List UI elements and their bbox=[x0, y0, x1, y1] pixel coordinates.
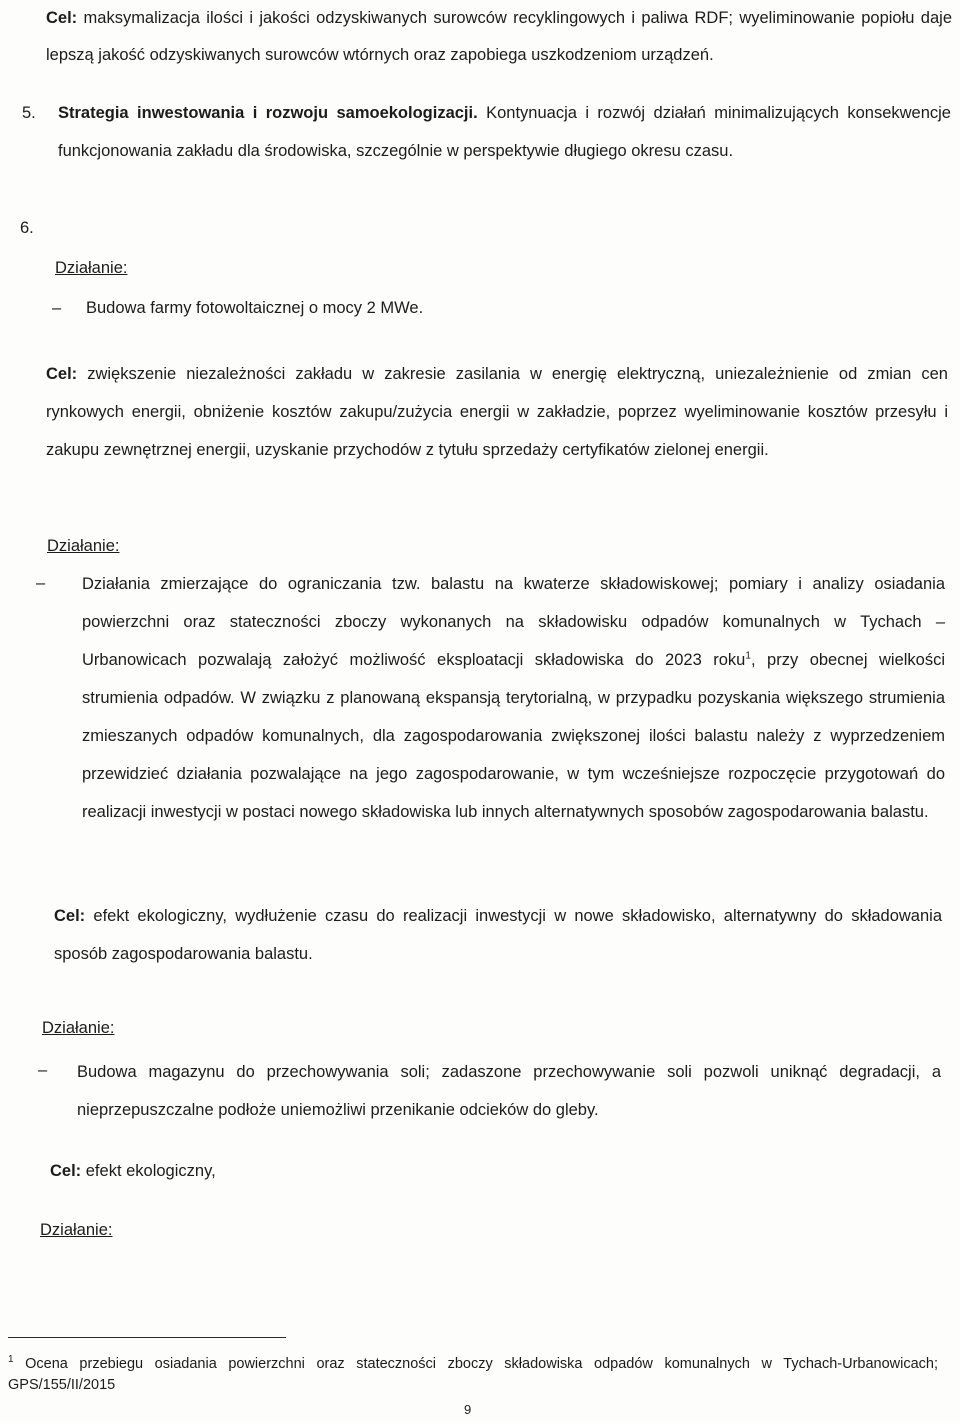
list-dash: – bbox=[36, 574, 46, 592]
list-dash: – bbox=[38, 1061, 48, 1079]
footnote-text: Ocena przebiegu osiadania powierzchni oraz stateczności zboczy składowiska odpadów komunalnych w Tychach-Urbanowicach; GPS/155/II/2015 bbox=[8, 1356, 938, 1393]
goal-text: zwiększenie niezależności zakładu w zakresie zasilania w energię elektryczną, uniezależnienie od zmian cen rynkowych energii, obniżenie kosztów zakupu/zużycia energii w zakładzie, poprzez wyeliminowanie kosztów przesyłu i zakupu zewnętrznej energii, uzyskanie przychodów z tytułu sprzedaży certyfikatów zielonej energii. bbox=[46, 365, 948, 459]
action-label: Działanie: bbox=[42, 1019, 115, 1037]
action-text-part: Działania zmierzające do ograniczania tzw. balastu na kwaterze składowiskowej; pomiary i analizy osiadania powierzchni oraz stateczności zboczy wykonanych na składowisku odpadów komunalnych w Tychach – Urbanowicach pozwalają założyć możliwość eksploatacji składowiska do 2023 roku bbox=[82, 575, 945, 669]
action-label: Działanie: bbox=[55, 259, 128, 277]
goal-paragraph bbox=[46, 0, 952, 74]
action-text: Budowa farmy fotowoltaicznej o mocy 2 MWe. bbox=[86, 299, 424, 317]
page-number: 9 bbox=[464, 1402, 472, 1417]
list-number: 5. bbox=[22, 104, 36, 122]
footnote bbox=[8, 1354, 938, 1396]
action-text: Budowa magazynu do przechowywania soli; zadaszone przechowywanie soli pozwoli uniknąć degradacji, a nieprzepuszczalne podłoże uniemożliwi przenikanie odcieków do gleby. bbox=[77, 1063, 941, 1119]
goal-paragraph bbox=[46, 355, 948, 469]
list-dash: – bbox=[52, 299, 62, 317]
list-item-text: Kontynuacja i rozwój działań minimalizujących konsekwencje funkcjonowania zakładu dla środowiska, szczególnie w perspektywie długiego okresu czasu. bbox=[58, 104, 951, 160]
list-number: 6. bbox=[20, 219, 34, 237]
goal-label: Cel: bbox=[46, 9, 78, 27]
goal-label: Cel: bbox=[50, 1162, 82, 1180]
action-label: Działanie: bbox=[47, 537, 120, 555]
goal-text: efekt ekologiczny, bbox=[81, 1162, 216, 1180]
goal-label: Cel: bbox=[46, 365, 78, 383]
goal-text: maksymalizacja ilości i jakości odzyskiwanych surowców recyklingowych i paliwa RDF; wyeliminowanie popiołu daje lepszą jakość odzyskiwanych surowców wtórnych oraz zapobiega uszkodzeniom urządzeń. bbox=[46, 9, 952, 64]
action-text-part: , przy obecnej wielkości strumienia odpadów. W związku z planowaną ekspansją terytorialną, w przypadku pozyskania większego strumienia zmieszanych odpadów komunalnych, dla zagospodarowania zwiększonej ilości balastu należy z wyprzedzeniem przewidzieć działania pozwalające na jego zagospodarowanie, w tym wcześniejsze rozpoczęcie przygotowań do realizacji inwestycji w postaci nowego składowiska lub innych alternatywnych sposobów zagospodarowania balastu. bbox=[82, 651, 946, 821]
section-heading: Strategia inwestowania i rozwoju samoekologizacji. bbox=[58, 104, 478, 122]
footnote-ref: 1 bbox=[745, 650, 751, 662]
goal-text: efekt ekologiczny, wydłużenie czasu do realizacji inwestycji w nowe składowisko, alternatywny do składowania sposób zagospodarowania balastu. bbox=[54, 907, 942, 963]
action-label: Działanie: bbox=[40, 1221, 113, 1239]
goal-paragraph bbox=[50, 1152, 216, 1190]
goal-paragraph bbox=[54, 897, 942, 973]
goal-label: Cel: bbox=[54, 907, 86, 925]
list-item-5 bbox=[58, 94, 951, 170]
footnote-divider bbox=[8, 1337, 286, 1338]
action-text bbox=[82, 565, 945, 831]
footnote-marker: 1 bbox=[8, 1354, 14, 1366]
